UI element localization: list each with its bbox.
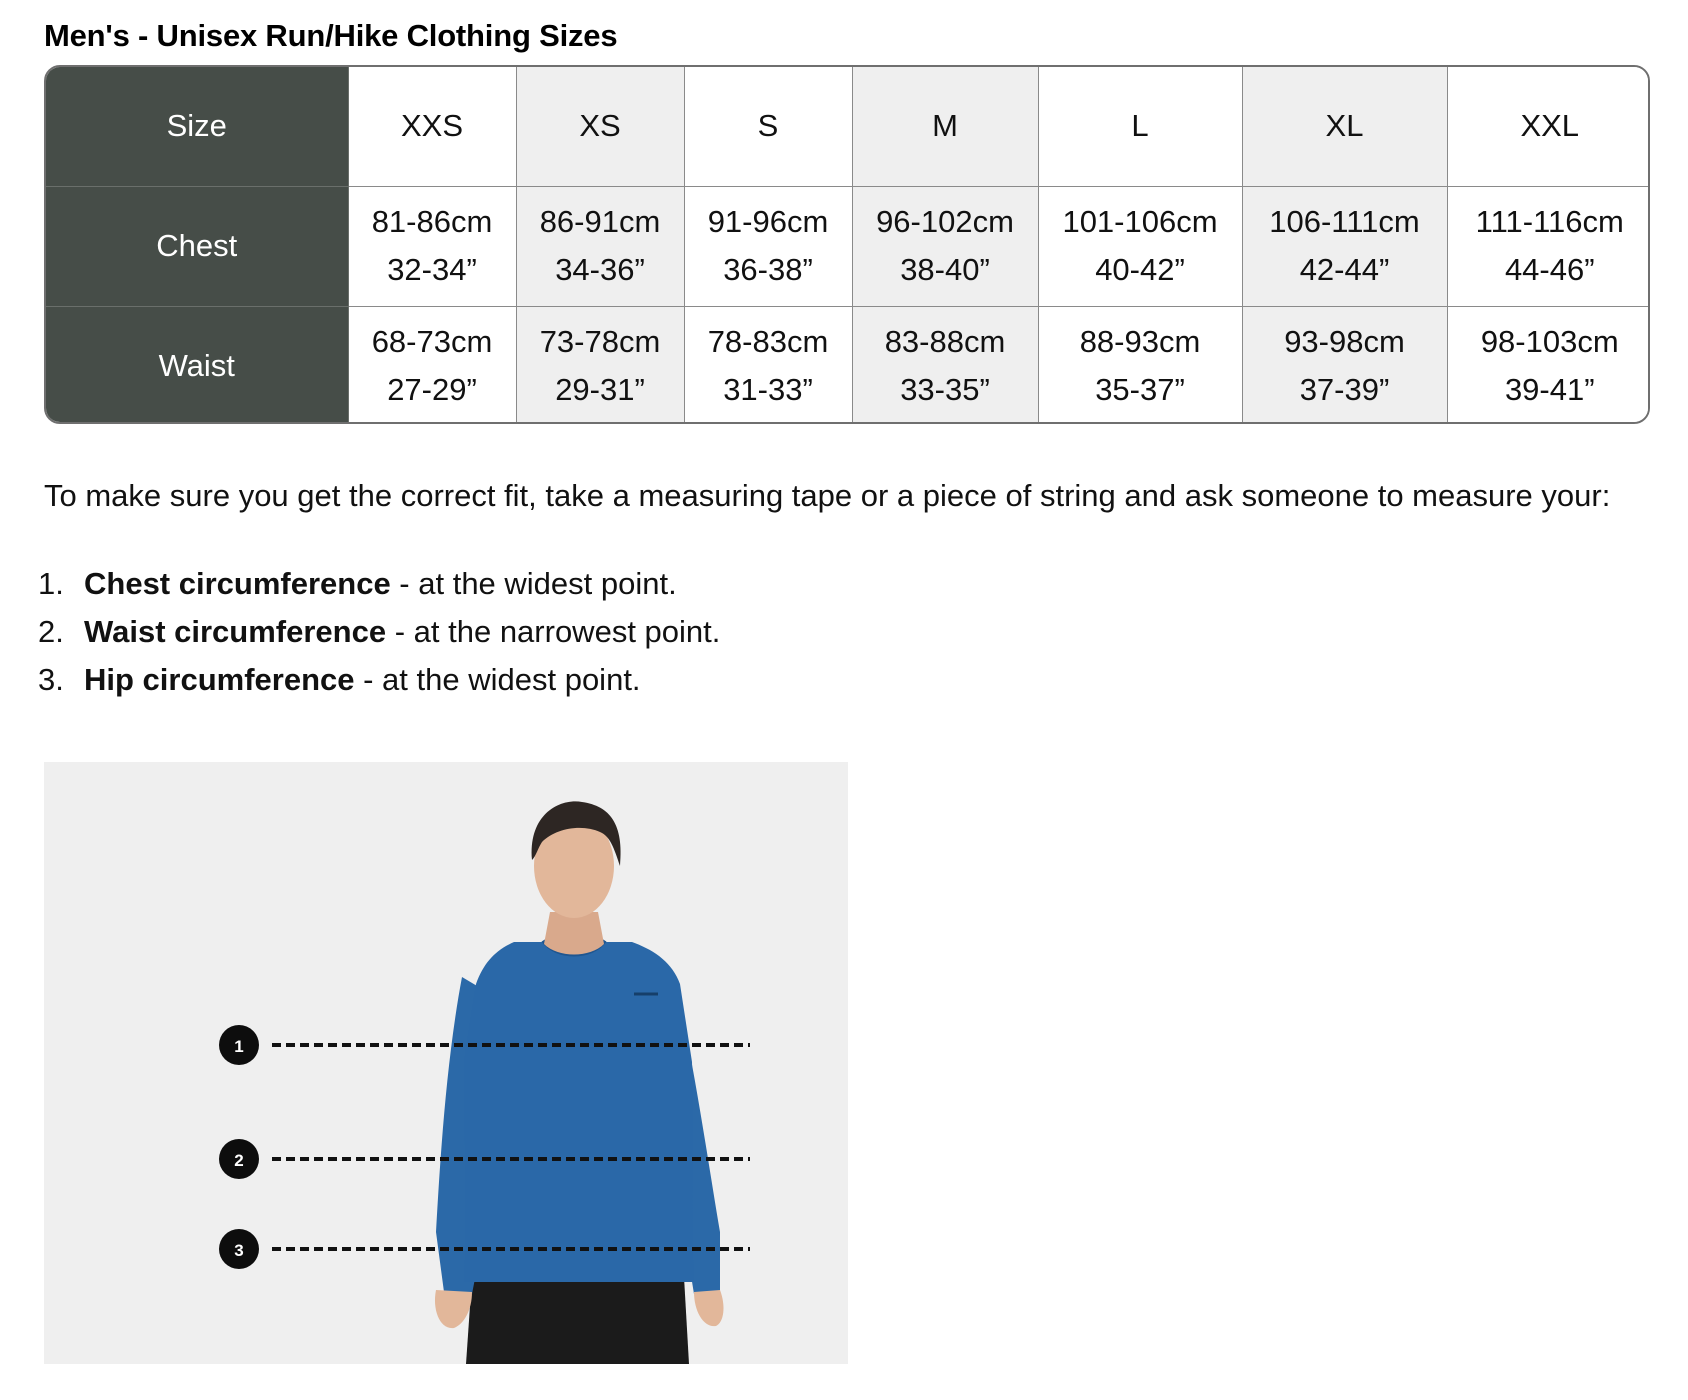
size-table-container [44,65,1650,424]
waist-cm: 73-78cm [539,324,661,360]
waist-inch: 31-33” [723,372,813,408]
chest-cm: 91-96cm [707,204,829,239]
chest-inch: 44-46” [1504,252,1595,287]
waist-header-cell: Waist [46,306,348,424]
waist-inch: 29-31” [555,372,645,408]
chest-inch: 32-34” [387,252,477,287]
chest-inch: 36-38” [723,252,813,287]
chest-inch: 34-36” [555,252,645,287]
waist-inch: 39-41” [1504,372,1595,408]
size-cell-xs: XS [516,67,684,186]
size-cell-s: S [684,67,852,186]
chest-cm: 106-111cm [1269,204,1420,239]
chest-cell [1447,186,1650,306]
step-description: - at the widest point. [390,566,677,601]
waist-cm: 78-83cm [707,324,829,360]
waist-inch: 35-37” [1095,372,1185,408]
marker-2-label: 2 [234,1151,244,1170]
size-cell-l: L [1038,67,1242,186]
chest-cell [1242,186,1447,306]
chest-cm: 101-106cm [1062,204,1218,239]
marker-3-label: 3 [234,1241,244,1260]
measurement-figure [44,762,848,1364]
step-number: 1. [38,566,64,601]
list-item [38,608,720,656]
shorts-shape [466,1277,689,1364]
waist-cell [1242,306,1447,424]
size-cell-xxl: XXL [1447,67,1650,186]
step-number: 3. [38,662,64,697]
size-cell-xl: XL [1242,67,1447,186]
step-term: Hip circumference [84,662,355,697]
waist-cell [684,306,852,424]
chest-inch: 42-44” [1299,252,1390,287]
size-header-cell: Size [46,67,348,186]
chest-inch: 40-42” [1095,252,1185,287]
measuring-instructions: To make sure you get the correct fit, take a measuring tape or a piece of string and ask someone to measure your: [44,478,1611,513]
waist-cell [852,306,1038,424]
chest-cm: 96-102cm [876,204,1014,239]
chest-cell [684,186,852,306]
waist-cell [348,306,516,424]
chest-cell [516,186,684,306]
waist-cell [516,306,684,424]
chest-cell [1038,186,1242,306]
model-illustration [44,762,848,1364]
waist-inch: 37-39” [1299,372,1390,408]
size-cell-xxs: XXS [348,67,516,186]
step-term: Waist circumference [84,614,387,649]
waist-cell [1038,306,1242,424]
chest-cell [852,186,1038,306]
waist-cm: 98-103cm [1480,324,1619,360]
waist-cm: 93-98cm [1284,324,1405,360]
chest-cm: 86-91cm [539,204,661,239]
neck-shape [544,912,604,955]
size-cell-m: M [852,67,1038,186]
list-item [38,560,720,608]
chest-inch: 38-40” [900,252,990,287]
waist-inch: 27-29” [387,372,477,408]
step-description: - at the narrowest point. [386,614,721,649]
waist-cm: 88-93cm [1079,324,1201,360]
size-table [46,67,1650,424]
measurement-steps-list [38,560,720,704]
shirt-shape [464,942,694,1282]
waist-cm: 68-73cm [371,324,493,360]
chest-row [46,186,1650,306]
step-term: Chest circumference [84,566,391,601]
chest-cell [348,186,516,306]
waist-cell [1447,306,1650,424]
waist-inch: 33-35” [900,372,990,408]
marker-1-label: 1 [234,1037,244,1056]
step-description: - at the widest point. [354,662,641,697]
page-title: Men's - Unisex Run/Hike Clothing Sizes [44,18,618,53]
chest-cm: 81-86cm [371,204,493,239]
chest-cm: 111-116cm [1475,204,1624,239]
step-number: 2. [38,614,64,649]
list-item [38,656,720,704]
chest-header-cell: Chest [46,186,348,306]
waist-cm: 83-88cm [884,324,1006,360]
waist-row [46,306,1650,424]
size-row [46,67,1650,186]
